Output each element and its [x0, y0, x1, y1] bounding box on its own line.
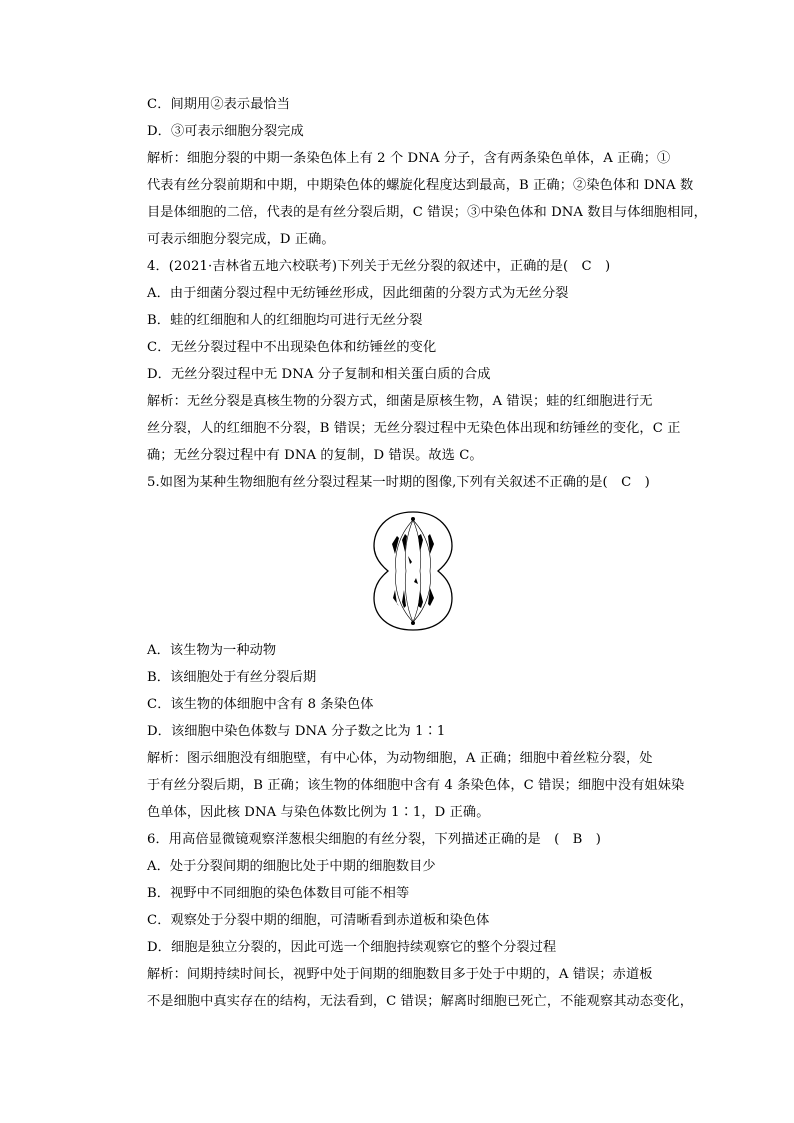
option-line: D．该细胞中染色体数与 DNA 分子数之比为 1∶1: [147, 724, 446, 739]
analysis-line: 解析：图示细胞没有细胞壁，有中心体，为动物细胞，A 正确；细胞中着丝粒分裂，处: [147, 751, 653, 766]
analysis-line: 不是细胞中真实存在的结构，无法看到，C 错误；解离时细胞已死亡，不能观察其动态变化，: [147, 994, 693, 1009]
option-line: A．该生物为一种动物: [147, 643, 277, 658]
analysis-line: 解析：间期持续时间长，视野中处于间期的细胞数目多于处于中期的，A 错误；赤道板: [147, 967, 653, 982]
cell-division-figure: [368, 506, 458, 636]
analysis-line: 可表示细胞分裂完成，D 正确。: [147, 232, 335, 247]
option-line: D．无丝分裂过程中无 DNA 分子复制和相关蛋白质的合成: [147, 367, 491, 382]
analysis-line: 解析：无丝分裂是真核生物的分裂方式，细菌是原核生物，A 错误；蛙的红细胞进行无: [147, 394, 653, 409]
analysis-line: 目是体细胞的二倍，代表的是有丝分裂后期，C 错误；③中染色体和 DNA 数目与体细胞相同，: [147, 205, 707, 220]
analysis-line: 确；无丝分裂过程中有 DNA 的复制，D 错误。故选 C。: [147, 448, 483, 463]
question-stem: 4．(2021·吉林省五地六校联考)下列关于无丝分裂的叙述中，正确的是( C ): [147, 259, 611, 274]
option-line: A．由于细菌分裂过程中无纺锤丝形成，因此细菌的分裂方式为无丝分裂: [147, 286, 569, 301]
analysis-line: 丝分裂，人的红细胞不分裂，B 错误；无丝分裂过程中无染色体出现和纺锤丝的变化，C 正: [147, 421, 681, 436]
analysis-line: 代表有丝分裂前期和中期，中期染色体的螺旋化程度达到最高，B 正确；②染色体和 DNA 数: [147, 178, 694, 193]
option-line: D．细胞是独立分裂的，因此可选一个细胞持续观察它的整个分裂过程: [147, 940, 557, 955]
question-stem: 6．用高倍显微镜观察洋葱根尖细胞的有丝分裂，下列描述正确的是 ( B ): [147, 832, 601, 847]
option-line: C．观察处于分裂中期的细胞，可清晰看到赤道板和染色体: [147, 913, 490, 928]
analysis-line: 解析：细胞分裂的中期一条染色体上有 2 个 DNA 分子，含有两条染色单体，A 正确；①: [147, 151, 671, 166]
option-line: C．间期用②表示最恰当: [147, 97, 291, 112]
question-stem: 5.如图为某种生物细胞有丝分裂过程某一时期的图像,下列有关叙述不正确的是( C ): [147, 475, 650, 490]
centrosomes: [411, 517, 415, 625]
cell-membrane: [374, 512, 452, 630]
option-line: D．③可表示细胞分裂完成: [147, 124, 304, 139]
option-line: C．无丝分裂过程中不出现染色体和纺锤丝的变化: [147, 340, 437, 355]
analysis-line: 于有丝分裂后期，B 正确；该生物的体细胞中含有 4 条染色体，C 错误；细胞中没有姐妹染: [147, 778, 685, 793]
option-line: A．处于分裂间期的细胞比处于中期的细胞数目少: [147, 859, 436, 874]
option-line: B．视野中不同细胞的染色体数目可能不相等: [147, 886, 410, 901]
option-line: B．该细胞处于有丝分裂后期: [147, 670, 317, 685]
option-line: B．蛙的红细胞和人的红细胞均可进行无丝分裂: [147, 313, 423, 328]
spindle-fibers: [396, 520, 431, 622]
option-line: C．该生物的体细胞中含有 8 条染色体: [147, 697, 374, 712]
analysis-line: 色单体，因此核 DNA 与染色体数比例为 1∶1，D 正确。: [147, 805, 490, 820]
